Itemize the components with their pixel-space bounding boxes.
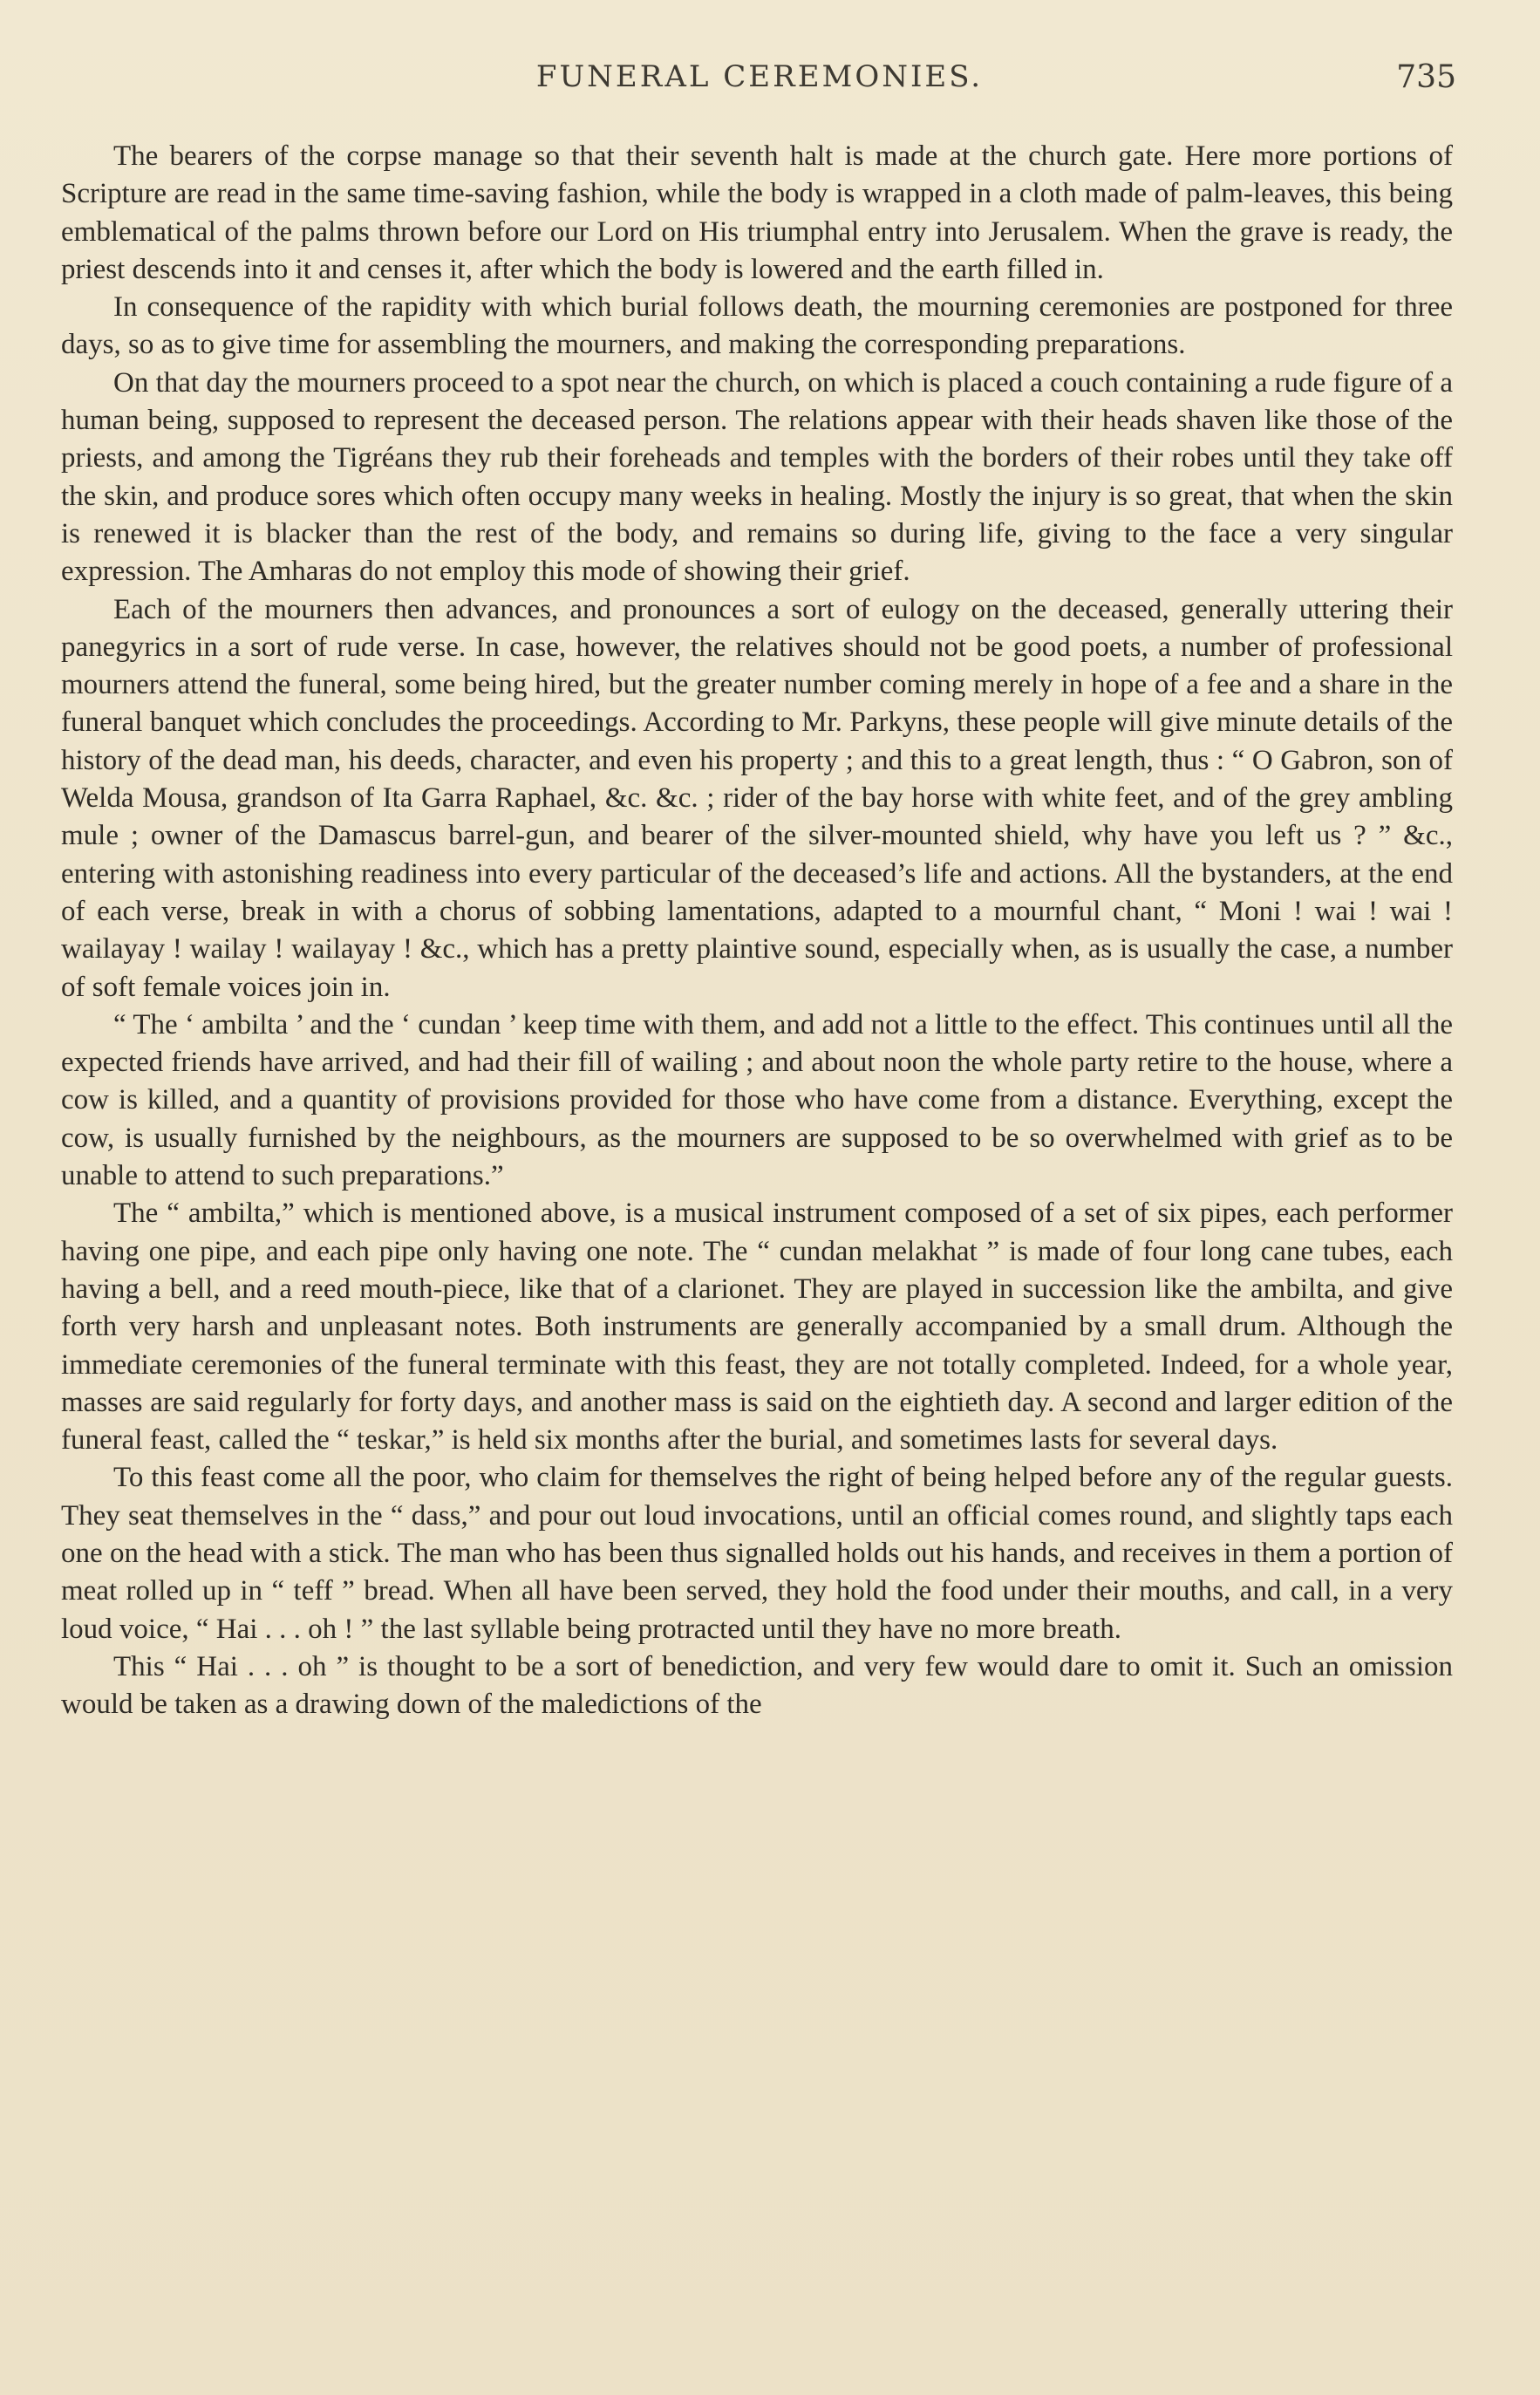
paragraph: The bearers of the corpse manage so that their seventh halt is made at the church gate. Here more portions of Scripture are read in the same time-saving fashion, while the body is wrapped in a cloth made of palm-leaves, this being emblematical of the palms thrown before our Lord on His triumphal entry into Jerusalem. When the grave is ready, the priest descends into it and censes it, after which the body is lowered and the earth filled in. <box>61 140 1453 285</box>
paragraph: In consequence of the rapidity with which burial follows death, the mourning ceremonies are postponed for three days, so as to give time for assembling the mourners, and making the corresponding preparations. <box>61 291 1453 361</box>
body-text <box>61 138 1453 1723</box>
paragraph: Each of the mourners then advances, and pronounces a sort of eulogy on the deceased, generally uttering their panegyrics in a sort of rude verse. In case, however, the relatives should not be good poets, a number of professional mourners attend the funeral, some being hired, but the greater number coming merely in hope of a fee and a share in the funeral banquet which concludes the proceedings. According to Mr. Parkyns, these people will give minute details of the history of the dead man, his deeds, character, and even his property ; and this to a great length, thus : “ O Gabron, son of Welda Mousa, grandson of Ita Garra Raphael, &c. &c. ; rider of the bay horse with white feet, and of the grey ambling mule ; owner of the Damascus barrel-gun, and bearer of the silver-mounted shield, why have you left us ? ” &c., entering with astonishing readiness into every particular of the deceased’s life and actions. All the bystanders, at the end of each verse, break in with a chorus of sobbing lamentations, adapted to a mournful chant, “ Moni ! wai ! wai ! wailayay ! wailay ! wailayay ! &c., which has a pretty plaintive sound, especially when, as is usually the case, a number of soft female voices join in. <box>61 593 1453 1003</box>
running-head: FUNERAL CEREMONIES. <box>535 59 984 94</box>
paragraph: The “ ambilta,” which is mentioned above, is a musical instrument composed of a set of six pipes, each performer having one pipe, and each pipe only having one note. The “ cundan melakhat ” is made of four long cane tubes, each having a bell, and a reed mouth-piece, like that of a clarionet. They are played in succession like the ambilta, and give forth very harsh and unpleasant notes. Both instruments are generally accompanied by a small drum. Although the immediate ceremonies of the funeral terminate with this feast, they are not totally completed. Indeed, for a whole year, masses are said regularly for forty days, and another mass is said on the eightieth day. A second and larger edition of the funeral feast, called the “ teskar,” is held six months after the burial, and sometimes lasts for several days. <box>61 1198 1453 1457</box>
page-header <box>63 59 1456 112</box>
paragraph: This “ Hai . . . oh ” is thought to be a sort of benediction, and very few would dare to omit it. Such an omission would be taken as a drawing down of the maledictions of the <box>61 1650 1453 1721</box>
paragraph: To this feast come all the poor, who claim for themselves the right of being helped before any of the regular guests. They seat themselves in the “ dass,” and pour out loud invocations, until an official comes round, and slightly taps each one on the head with a stick. The man who has been thus signalled holds out his hands, and receives in them a portion of meat rolled up in “ teff ” bread. When all have been served, they hold the food under their mouths, and call, in a very loud voice, “ Hai . . . oh ! ” the last syllable being protracted until they have no more breath. <box>61 1462 1453 1645</box>
paragraph: “ The ‘ ambilta ’ and the ‘ cundan ’ keep time with them, and add not a little to the effect. This continues until all the expected friends have arrived, and had their fill of wailing ; and about noon the whole party retire to the house, where a cow is killed, and a quantity of provisions provided for those who have come from a distance. Everything, except the cow, is usually furnished by the neighbours, as the mourners are supposed to be so overwhelmed with grief as to be unable to attend to such preparations.” <box>61 1008 1453 1192</box>
paragraph: On that day the mourners proceed to a spot near the church, on which is placed a couch containing a rude figure of a human being, supposed to represent the deceased person. The relations appear with their heads shaven like those of the priests, and among the Tigréans they rub their foreheads and temples with the borders of their robes until they take off the skin, and produce sores which often occupy many weeks in healing. Mostly the injury is so great, that when the skin is renewed it is blacker than the rest of the body, and remains so during life, giving to the face a very singular expression. The Amharas do not employ this mode of showing their grief. <box>61 366 1453 588</box>
page-number: 735 <box>1396 59 1456 95</box>
